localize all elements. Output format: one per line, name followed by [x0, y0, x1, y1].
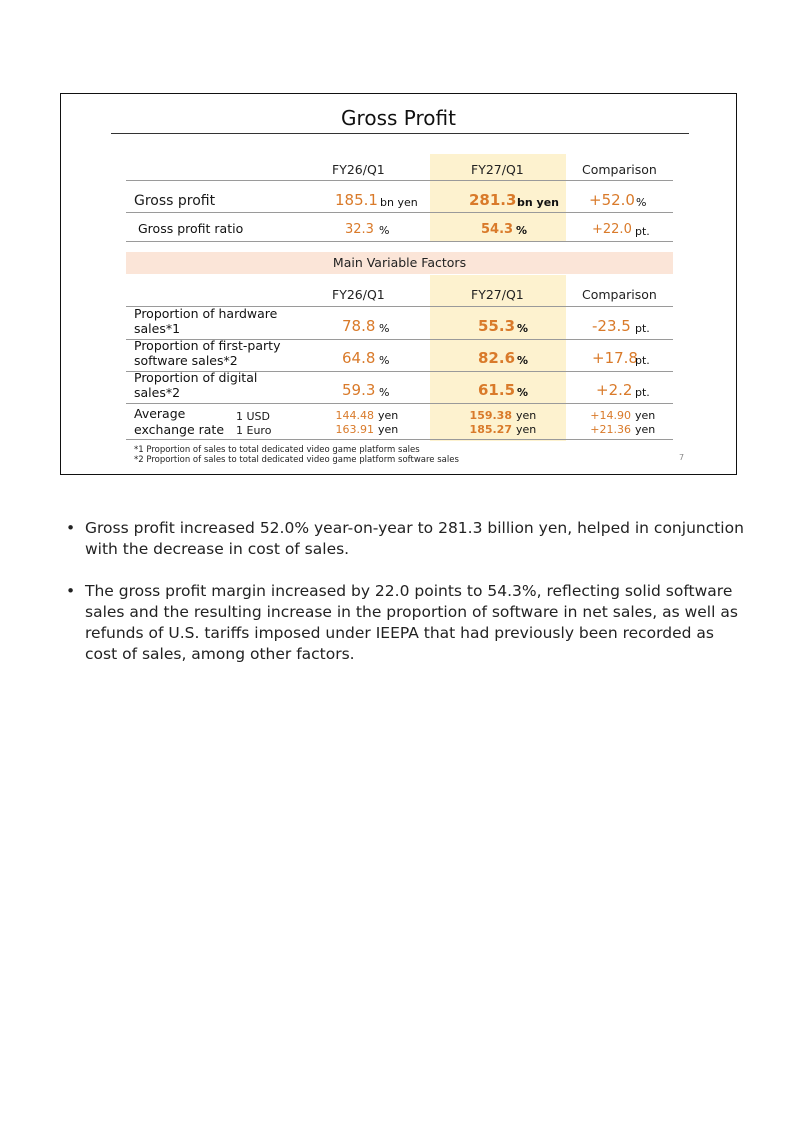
note-text: Gross profit increased 52.0% year-on-year to 281.3 billion yen, helped in conjunction with the decrease in cost of sales. — [85, 519, 744, 558]
header-curr: FY27/Q1 — [471, 162, 524, 177]
row-divider — [126, 403, 673, 404]
digital-curr: 61.5 — [478, 381, 516, 399]
fx-usd-prev: 144.48 — [335, 409, 374, 422]
fx-label-line1: Average — [134, 406, 186, 421]
gross-profit-ratio-prev-unit: % — [379, 224, 390, 237]
first-party-curr-unit: % — [517, 354, 529, 367]
fx-usd-cmp: +14.90 — [590, 409, 631, 422]
fx-eur-curr-unit: yen — [516, 423, 537, 436]
fx-eur-cmp: +21.36 — [590, 423, 631, 436]
fx-eur-curr: 185.27 — [469, 423, 512, 436]
fx-eur-cmp-unit: yen — [635, 423, 656, 436]
digital-prev: 59.3 — [342, 381, 376, 399]
gross-profit-ratio-cmp-unit: pt. — [635, 225, 650, 238]
row-divider — [126, 439, 673, 440]
hardware-curr: 55.3 — [478, 317, 516, 335]
header-prev: FY26/Q1 — [332, 162, 385, 177]
first-party-curr: 82.6 — [478, 349, 516, 367]
digital-label-line2: sales*2 — [134, 385, 181, 400]
hardware-cmp: -23.5 — [592, 317, 631, 335]
main-variable-factors-label: Main Variable Factors — [332, 255, 467, 270]
first-party-prev-unit: % — [379, 354, 390, 367]
hardware-cmp-unit: pt. — [635, 322, 650, 335]
digital-prev-unit: % — [379, 386, 390, 399]
hardware-label-line2: sales*1 — [134, 321, 181, 336]
hardware-label-line1: Proportion of hardware — [134, 306, 278, 321]
gross-profit-ratio-cmp: +22.0 — [592, 222, 632, 237]
first-party-cmp-unit: pt. — [635, 354, 650, 367]
fx-eur-prev: 163.91 — [335, 423, 374, 436]
gross-profit-prev-unit: bn yen — [380, 196, 418, 209]
fx-eur-label: 1 Euro — [236, 424, 272, 437]
gross-profit-prev: 185.1 — [335, 191, 378, 209]
fx-eur-prev-unit: yen — [378, 423, 399, 436]
footnote-1: *1 Proportion of sales to total dedicated video game platform sales — [134, 445, 420, 455]
bullet-icon: • — [66, 519, 76, 537]
hardware-prev-unit: % — [379, 322, 390, 335]
header-comparison-2: Comparison — [582, 287, 657, 302]
digital-label-line1: Proportion of digital — [134, 370, 258, 385]
note-item — [66, 518, 746, 560]
gross-profit-ratio-curr: 54.3 — [481, 222, 514, 237]
bullet-icon: • — [66, 582, 76, 600]
note-text: The gross profit margin increased by 22.0 points to 54.3%, reflecting solid software sales and the resulting increase in the proportion of software in net sales, as well as refunds of U.S. tariffs imposed under IEEPA that had previously been recorded as cost of sales, among other factors. — [85, 582, 738, 663]
hardware-prev: 78.8 — [342, 317, 376, 335]
page-number: 7 — [679, 453, 685, 462]
header-prev-2: FY26/Q1 — [332, 287, 385, 302]
gross-profit-ratio-label: Gross profit ratio — [138, 221, 244, 236]
gross-profit-cmp: +52.0 — [589, 191, 635, 209]
fx-usd-prev-unit: yen — [378, 409, 399, 422]
digital-cmp-unit: pt. — [635, 386, 650, 399]
gross-profit-ratio-prev: 32.3 — [345, 222, 374, 237]
gross-profit-label: Gross profit — [134, 193, 216, 209]
first-party-prev: 64.8 — [342, 349, 376, 367]
header-comparison: Comparison — [582, 162, 657, 177]
gross-profit-ratio-curr-unit: % — [516, 224, 528, 237]
digital-curr-unit: % — [517, 386, 529, 399]
first-party-label-line1: Proportion of first-party — [134, 338, 281, 353]
fx-usd-curr: 159.38 — [469, 409, 512, 422]
note-item — [66, 581, 746, 665]
row-divider — [126, 212, 673, 213]
hardware-curr-unit: % — [517, 322, 529, 335]
notes-list — [66, 518, 746, 686]
fx-usd-label: 1 USD — [236, 410, 270, 423]
gross-profit-curr: 281.3 — [469, 191, 517, 209]
slide-frame — [60, 93, 737, 475]
fx-usd-curr-unit: yen — [516, 409, 537, 422]
header-curr-2: FY27/Q1 — [471, 287, 524, 302]
fx-label-line2: exchange rate — [134, 422, 225, 437]
gross-profit-curr-unit: bn yen — [517, 196, 559, 209]
gross-profit-cmp-unit: % — [636, 196, 647, 209]
footnote-2: *2 Proportion of sales to total dedicated video game platform software sales — [134, 455, 459, 465]
title-divider — [111, 133, 689, 134]
slide-title: Gross Profit — [341, 106, 456, 130]
row-divider — [126, 241, 673, 242]
first-party-label-line2: software sales*2 — [134, 353, 238, 368]
digital-cmp: +2.2 — [596, 381, 633, 399]
fx-usd-cmp-unit: yen — [635, 409, 656, 422]
first-party-cmp: +17.8 — [592, 349, 638, 367]
row-divider — [126, 180, 673, 181]
